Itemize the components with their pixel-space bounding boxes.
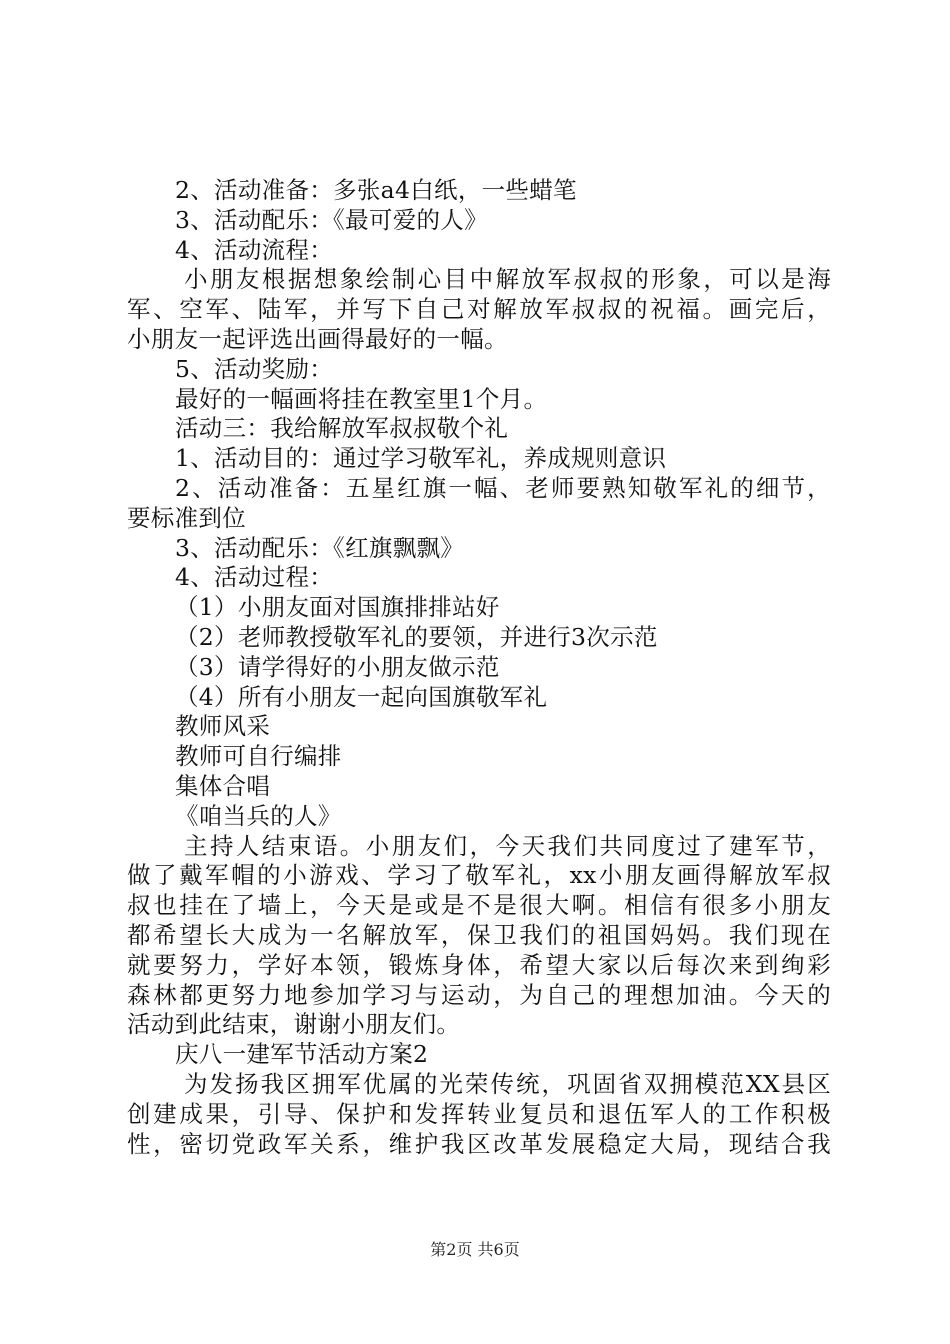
paragraph-line: （4）所有小朋友一起向国旗敬军礼 <box>175 682 548 711</box>
paragraph-line: 3、活动配乐：《最可爱的人》 <box>175 205 488 234</box>
paragraph-line: 叔也挂在了墙上，今天是或是不是很大啊。相信有很多小朋友 <box>127 891 831 920</box>
paragraph-line: 活动到此结束，谢谢小朋友们。 <box>127 1010 461 1039</box>
paragraph-line: 4、活动过程： <box>175 563 334 592</box>
section-heading: 庆八一建军节活动方案2 <box>175 1040 429 1069</box>
paragraph-line: 4、活动流程： <box>175 235 334 264</box>
paragraph-line: 都希望长大成为一名解放军，保卫我们的祖国妈妈。我们现在 <box>127 920 831 949</box>
paragraph-line: 小朋友根据想象绘制心目中解放军叔叔的形象，可以是海 <box>184 265 831 294</box>
page-footer: 第2页 共6页 <box>430 1240 520 1259</box>
paragraph-line: 做了戴军帽的小游戏、学习了敬军礼，xx小朋友画得解放军叔 <box>127 861 831 890</box>
paragraph-line: 军、空军、陆军，并写下自己对解放军叔叔的祝福。画完后， <box>127 295 831 324</box>
paragraph-line: 5、活动奖励： <box>175 354 334 383</box>
paragraph-line: 为发扬我区拥军优属的光荣传统，巩固省双拥模范XX县区 <box>184 1069 831 1098</box>
paragraph-line: （2）老师教授敬军礼的要领，并进行3次示范 <box>175 622 658 651</box>
paragraph-line: 小朋友一起评选出画得最好的一幅。 <box>127 324 508 353</box>
document-body <box>127 176 831 1159</box>
paragraph-line: 就要努力，学好本领，锻炼身体，希望大家以后每次来到绚彩 <box>127 950 831 979</box>
paragraph-line: 1、活动目的：通过学习敬军礼，养成规则意识 <box>175 444 667 473</box>
paragraph-line: 性，密切党政军关系，维护我区改革发展稳定大局，现结合我 <box>127 1129 831 1158</box>
paragraph-line: 主持人结束语。小朋友们，今天我们共同度过了建军节， <box>184 831 831 860</box>
paragraph-line: （1）小朋友面对国旗排排站好 <box>175 593 500 622</box>
paragraph-line: 森林都更努力地参加学习与运动，为自己的理想加油。今天的 <box>127 980 831 1009</box>
paragraph-line: 最好的一幅画将挂在教室里1个月。 <box>175 384 548 413</box>
paragraph-line: 3、活动配乐：《红旗飘飘》 <box>175 533 465 562</box>
section-heading: 集体合唱 <box>175 771 271 800</box>
paragraph-line: 活动三：我给解放军叔叔敬个礼 <box>175 414 509 443</box>
section-heading: 教师风采 <box>175 712 271 741</box>
paragraph-line: （3）请学得好的小朋友做示范 <box>175 652 500 681</box>
paragraph-line: 2、活动准备：多张a4白纸，一些蜡笔 <box>175 176 577 204</box>
paragraph-line: 要标准到位 <box>127 503 246 532</box>
paragraph-line: 创建成果，引导、保护和发挥转业复员和退伍军人的工作积极 <box>127 1099 831 1128</box>
paragraph-line: 《咱当兵的人》 <box>175 801 342 830</box>
paragraph-line: 教师可自行编排 <box>175 742 342 771</box>
paragraph-line: 2、活动准备：五星红旗一幅、老师要熟知敬军礼的细节， <box>175 473 831 502</box>
